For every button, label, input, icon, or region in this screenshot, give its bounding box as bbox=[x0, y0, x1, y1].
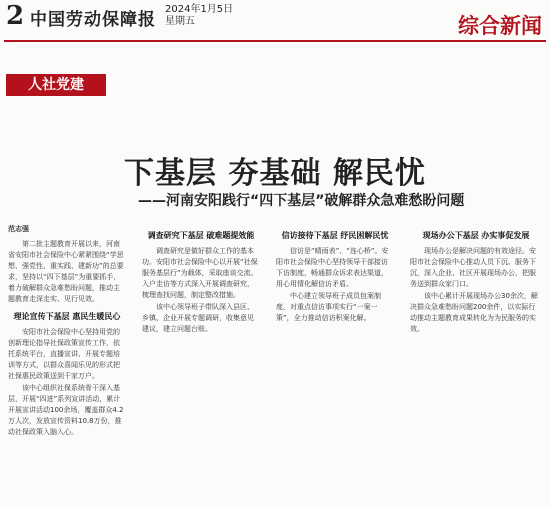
subheadline: ——河南安阳践行“四下基层”破解群众急难愁盼问题 bbox=[138, 193, 465, 209]
subhead: 信访接待下基层 纾民困解民忧 bbox=[281, 231, 389, 240]
paragraph: 第二批主题教育开展以来，河南省安阳市社会保险中心紧紧围绕“学思想、强党性、重实践、建新功”的总要求，坚持以“四下基层”为重要抓手，着力破解群众急难愁盼问题，推动主题教育走深走实、见行见效。 bbox=[8, 240, 124, 303]
paragraph: 信访是“晴雨表”、“连心桥”。安阳市社会保险中心坚持领导干部接访下访制度，畅通群众诉求表达渠道，用心用情化解信访矛盾。 bbox=[276, 247, 389, 288]
newspaper-title: 中国劳动保障报 bbox=[30, 10, 156, 30]
subhead: 现场办公下基层 办实事促发展 bbox=[422, 231, 530, 240]
section-title: 综合新闻 bbox=[458, 14, 542, 38]
paragraph: 该中心领导班子带队深入县区、乡镇、企业开展专题调研，收集意见建议，建立问题台账。 bbox=[142, 303, 254, 333]
page-number: 2 bbox=[6, 1, 25, 31]
paragraph: 该中心组织社保系统骨干深入基层，开展“四进”系列宣讲活动，累计开展宣讲活动100余场，覆盖群众4.2万人次，发放宣传资料10.8万份，推动社保政策入脑入心。 bbox=[8, 384, 124, 436]
paragraph: 中心建立领导班子成员包案制度，对重点信访事项实行“一案一策”，全力推动信访积案化解。 bbox=[276, 292, 381, 322]
article-column-2 bbox=[142, 224, 260, 508]
issue-meta bbox=[165, 4, 233, 28]
paragraph: 调查研究是做好群众工作的基本功。安阳市社会保险中心以开展“社保服务基层行”为载体，采取座谈交流、入户走访等方式深入开展调查研究，梳理查找问题，制定整改措施。 bbox=[142, 247, 258, 299]
column-tag: 人社党建 bbox=[6, 74, 106, 96]
article-column-3 bbox=[276, 224, 394, 508]
article-column-1 bbox=[8, 224, 126, 508]
masthead bbox=[0, 0, 550, 40]
paragraph: 安阳市社会保险中心坚持用党的创新理论指导社保政策宣传工作，依托系统平台，直播宣讲、开展专题培训等方式，以群众喜闻乐见的形式把社保惠民政策送到千家万户。 bbox=[8, 328, 120, 380]
headline: 下基层 夯基础 解民忧 bbox=[124, 156, 426, 191]
issue-day: 星期五 bbox=[165, 16, 195, 27]
subhead: 调查研究下基层 破难题提效能 bbox=[147, 231, 255, 240]
paragraph: 现场办公是解决问题的有效途径。安阳市社会保险中心推动人员下沉、服务下沉，深入企业、社区开展现场办公，把服务送到群众家门口。 bbox=[410, 247, 536, 288]
subhead: 理论宣传下基层 惠民生暖民心 bbox=[13, 312, 121, 321]
issue-date: 2024年1月5日 bbox=[165, 4, 234, 15]
paragraph: 该中心累计开展现场办公30余次，解决群众急难愁盼问题200余件，以实际行动推动主题教育成果转化为为民服务的实效。 bbox=[410, 292, 538, 333]
article-column-4 bbox=[410, 224, 542, 508]
masthead-rule bbox=[4, 40, 546, 42]
byline: 范志强 bbox=[8, 225, 29, 233]
